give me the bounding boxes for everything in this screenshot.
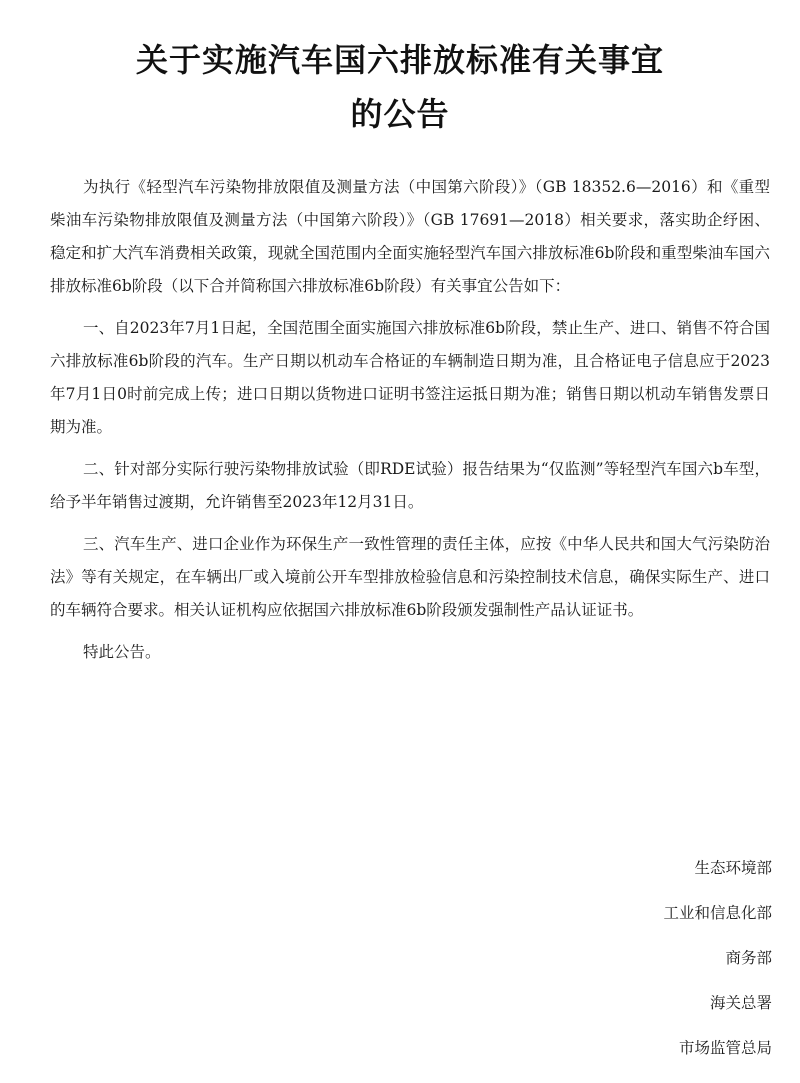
document-body bbox=[50, 171, 770, 678]
signatory-industry-it: 工业和信息化部 bbox=[663, 904, 772, 922]
paragraph-intro: 为执行《轻型汽车污染物排放限值及测量方法（中国第六阶段）》（GB 18352.6—2016）和《重型柴油车污染物排放限值及测量方法（中国第六阶段）》（GB 17691—2018）相关要求，落实助企纾困、稳定和扩大汽车消费相关政策，现就全国范围内全面实施轻型汽车国六排放标准6b阶段和重型柴油车国六排放标准6b阶段（以下合并简称国六排放标准6b阶段）有关事宜公告如下： bbox=[50, 178, 770, 295]
paragraph-item-3: 三、汽车生产、进口企业作为环保生产一致性管理的责任主体，应按《中华人民共和国大气污染防治法》等有关规定，在车辆出厂或入境前公开车型排放检验信息和污染控制技术信息，确保实际生产、进口的车辆符合要求。相关认证机构应依据国六排放标准6b阶段颁发强制性产品认证证书。 bbox=[50, 535, 770, 619]
signatory-market-regulation: 市场监管总局 bbox=[678, 1039, 772, 1057]
document-title-line-2: 的公告 bbox=[350, 95, 450, 133]
signatory-commerce: 商务部 bbox=[725, 949, 772, 967]
paragraph-item-1: 一、自2023年7月1日起，全国范围全面实施国六排放标准6b阶段，禁止生产、进口、销售不符合国六排放标准6b阶段的汽车。生产日期以机动车合格证的车辆制造日期为准，且合格证电子信息应于2023年7月1日0时前完成上传；进口日期以货物进口证明书签注运抵日期为准；销售日期以机动车销售发票日期为准。 bbox=[50, 319, 770, 436]
document-title-line-1: 关于实施汽车国六排放标准有关事宜 bbox=[135, 41, 664, 79]
signatory-customs: 海关总署 bbox=[709, 994, 772, 1012]
signatory-ecology-environment: 生态环境部 bbox=[694, 859, 772, 877]
paragraph-item-2: 二、针对部分实际行驶污染物排放试验（即RDE试验）报告结果为“仅监测”等轻型汽车国六b车型，给予半年销售过渡期，允许销售至2023年12月31日。 bbox=[50, 460, 770, 511]
signatory-list bbox=[472, 858, 772, 1083]
paragraph-closing: 特此公告。 bbox=[83, 643, 161, 661]
